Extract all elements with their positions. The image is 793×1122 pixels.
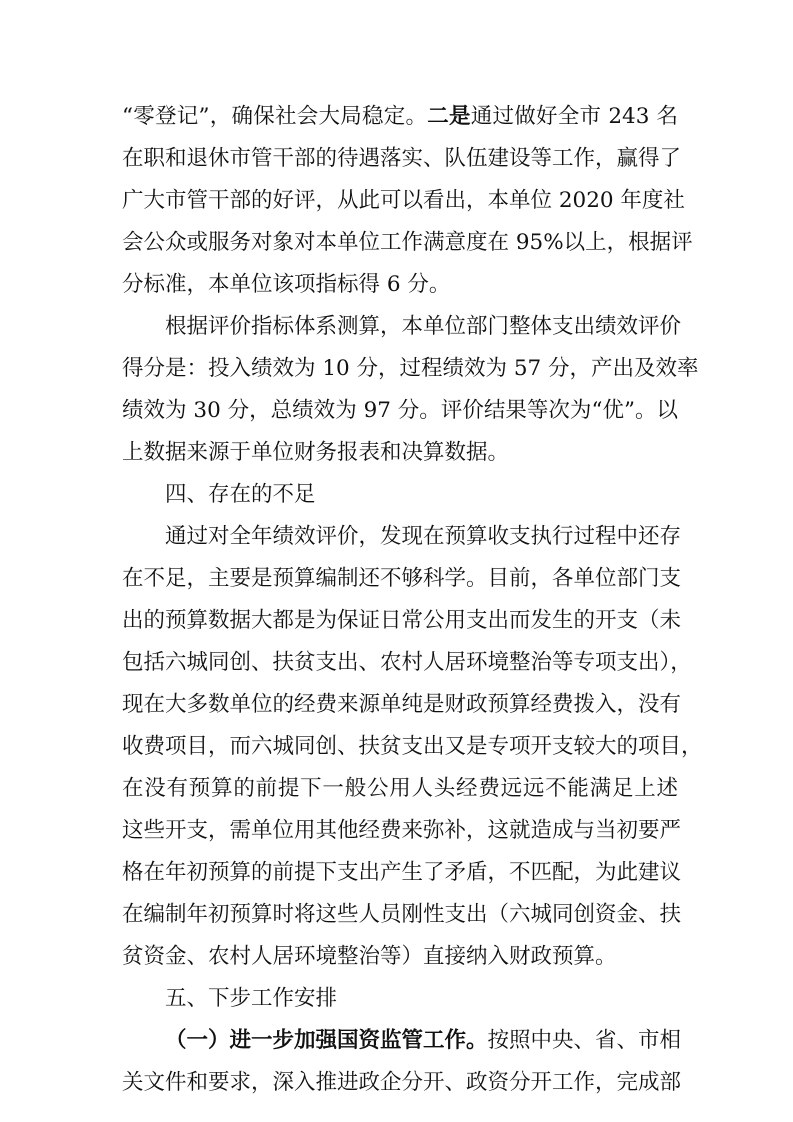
paragraph-line: 上数据来源于单位财务报表和决算数据。: [122, 440, 510, 465]
paragraph-line: 贫资金、农村人居环境整治等）直接纳入财政预算。: [122, 944, 617, 969]
section-heading: 五、下步工作安排: [165, 986, 338, 1011]
paragraph-line: [165, 1021, 682, 1061]
text-run: “零登记”，确保社会大局稳定。: [122, 104, 428, 129]
bold-phrase: 二是: [427, 104, 471, 129]
paragraph-line: 广大市管干部的好评，从此可以看出，本单位 2020 年度社: [122, 188, 685, 213]
paragraph-line: 在不足，主要是预算编制还不够科学。目前，各单位部门支: [122, 566, 682, 591]
paragraph-line: 在编制年初预算时将这些人员刚性支出（六城同创资金、扶: [122, 902, 682, 927]
paragraph-line: 根据评价指标体系测算，本单位部门整体支出绩效评价: [165, 314, 682, 339]
paragraph-line: 得分是：投入绩效为 10 分，过程绩效为 57 分，产出及效率: [122, 356, 699, 381]
paragraph-line: 在职和退休市管干部的待遇落实、队伍建设等工作，赢得了: [122, 146, 682, 171]
paragraph-line: 通过对全年绩效评价，发现在预算收支执行过程中还存: [165, 524, 682, 549]
section-heading: 四、存在的不足: [165, 482, 316, 507]
paragraph-line: 出的预算数据大都是为保证日常公用支出而发生的开支（未: [122, 608, 682, 633]
paragraph-line: 在没有预算的前提下一般公用人头经费远远不能满足上述: [122, 776, 678, 801]
paragraph-line: 包括六城同创、扶贫支出、农村人居环境整治等专项支出），: [122, 650, 692, 675]
paragraph-line: 收费项目，而六城同创、扶贫支出又是专项开支较大的项目，: [122, 734, 703, 759]
bold-subheading: （一）进一步加强国资监管工作。: [165, 1028, 488, 1053]
paragraph-line: [122, 97, 678, 137]
paragraph-line: 关文件和要求，深入推进政企分开、政资分开工作，完成部: [122, 1070, 682, 1095]
text-run: 通过做好全市 243 名: [470, 104, 678, 129]
paragraph-line: 这些开支，需单位用其他经费来弥补，这就造成与当初要严: [122, 818, 682, 843]
paragraph-line: 绩效为 30 分，总绩效为 97 分。评价结果等次为“优”。以: [122, 398, 678, 423]
paragraph-line: 现在大多数单位的经费来源单纯是财政预算经费拨入，没有: [122, 692, 682, 717]
paragraph-line: 格在年初预算的前提下支出产生了矛盾，不匹配，为此建议: [122, 860, 682, 885]
paragraph-line: 会公众或服务对象对本单位工作满意度在 95%以上，根据评: [122, 230, 693, 255]
paragraph-line: 分标准，本单位该项指标得 6 分。: [122, 272, 451, 297]
text-run: 按照中央、省、市相: [487, 1028, 682, 1053]
